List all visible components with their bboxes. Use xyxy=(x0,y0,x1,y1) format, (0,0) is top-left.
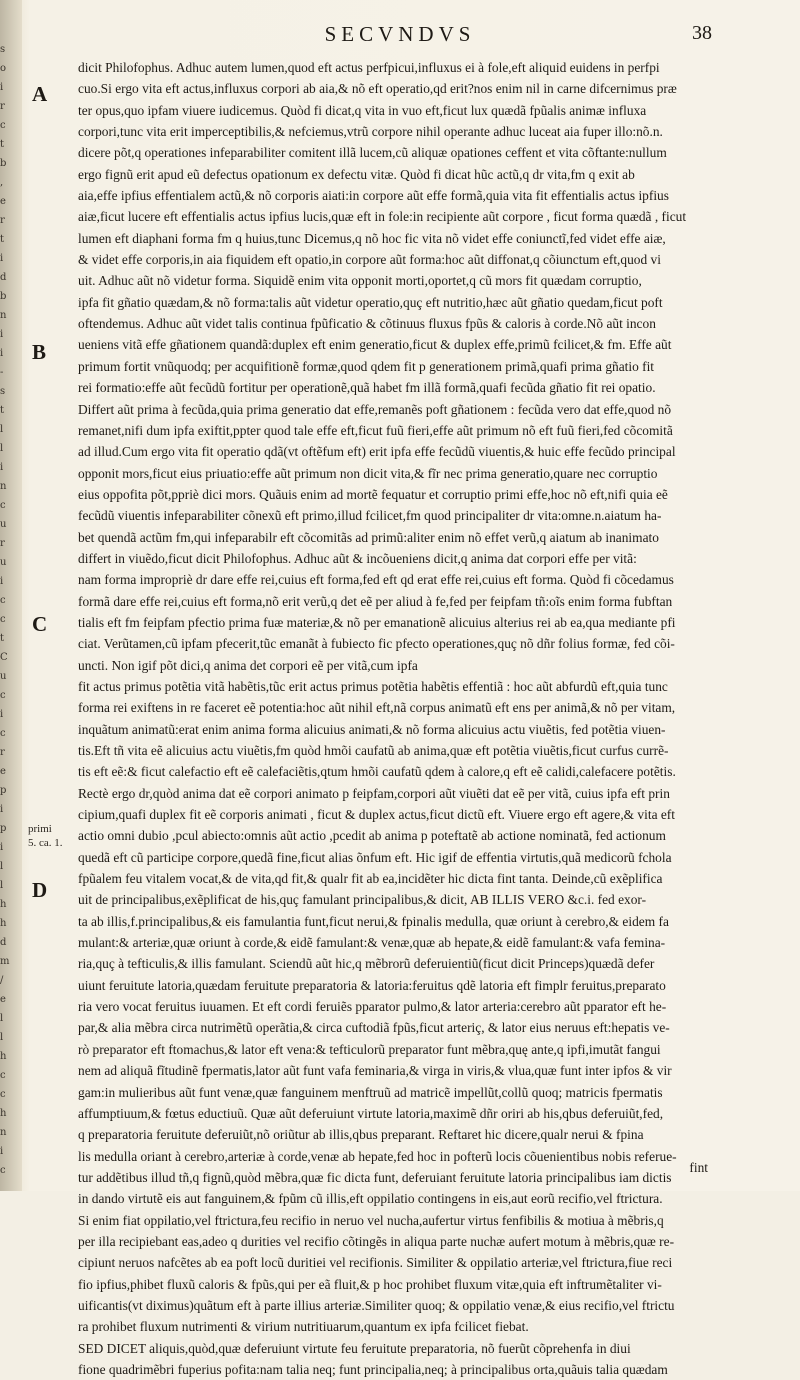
text-line: dicit Philofophus. Adhuc autem lumen,quod eft actus perfpicui,influxus ei à fole,eft aliquid euidens in perfpi xyxy=(78,60,660,75)
text-line: affumptiuum,& fœtus eductiuũ. Quæ aũt deferuiunt virtute latoria,maximẽ dñr oriri ab his,qbus deferuiũt,fed, xyxy=(78,1105,664,1121)
text-line: in dando virtutẽ eis aut fanguinem,& fpũm cũ illis,eft oppilatio contingens in eis,aut eorũ recifio,vel ftrictura. xyxy=(78,1191,663,1207)
text-line: tis eft eẽ:& ficut calefactio eft eẽ calefaciẽtis,qtum hmõi caufatũ qdem à calore,q eft eẽ calidi,calefacere potẽtis. xyxy=(78,764,676,780)
text-line: aiæ,ficut lucere eft effentialis actus ipfius lucis,quæ eft in fole:in recipiente aũt corpore , ficut forma quædã , ficut xyxy=(78,209,687,225)
text-line: cipium,quafi duplex fit eẽ corporis animati , ficut & duplex actus,ficut dictũ eft. Viuere ergo eft agere,& vita eft xyxy=(78,807,675,823)
section-letter-b: B xyxy=(32,340,47,364)
text-line: per illa recipiebant eas,adeo q durities vel recifio cõtingẽs in aliqua parte nuchæ aufert motum à mẽbris,quæ re- xyxy=(78,1233,675,1249)
text-line: fione quadrimẽbri fuperius pofita:nam talia neq; funt principalia,neq; à principalibus orta,quãuis talia quædam xyxy=(78,1361,668,1377)
section-letter-c: C xyxy=(32,612,48,636)
page-number: 38 xyxy=(692,22,712,44)
text-line: ria vero vocat feruitus iuuamen. Et eft cordi feruiẽs pparator pulmo,& lator arteria:cerebro aũt pparator eft he- xyxy=(78,999,667,1015)
text-line: fio ipfius,phibet fluxũ caloris & fpũs,qui per eã fluit,& p hoc prohibet fluxum vitæ,quia eft inftrumẽtaliter vi- xyxy=(78,1276,662,1292)
section-letter-a: A xyxy=(32,82,48,106)
text-line: uit. Adhuc aũt nõ videtur forma. Siquidẽ enim vita opponit morti,oportet,q cũ mors fit quædam corruptio, xyxy=(78,273,642,289)
text-line: ad illud.Cum ergo vita fit operatio qdã(vt oftẽfum eft) erit ipfa effe fecũdũ viuentis,& huic effe fecũdo principal xyxy=(78,444,676,460)
text-line: formã dare effe rei,cuius eft forma,nõ erit verũ,q det eẽ per aliud à fe,fed per feipfam tñ:oĩs enim forma fubftan xyxy=(78,593,673,609)
text-line: rei formatio:effe aũt fecũdũ fortitur per operationẽ,quã habet fm illã formã,quafi fecũda gñatio fit rei opatio. xyxy=(78,380,656,396)
text-line: Si enim fiat oppilatio,vel ftrictura,feu recifio in neruo vel nucha,aufertur virtus fenfibilis & motiua à mẽbris,q xyxy=(78,1212,664,1228)
text-line: fpũalem feu vitalem vocat,& de vita,qd fit,& qualr fit ab ea,incidẽter hic dicta fint tanta. Deinde,cũ exẽplifica xyxy=(78,871,663,887)
margin-note: primi 5. ca. 1. xyxy=(28,823,63,849)
text-line: actio omni dubio ,pcul abiecto:omnis aũt actio ,pcedit ab anima p poteftatẽ ab actione nominatã, fed actionum xyxy=(78,828,666,844)
text-line: tis.Eft tñ vita eẽ alicuius actu viuẽtis,fm quòd hmõi caufatũ ab anima,quæ eft potẽtia viuẽtis,ficut curfus currẽ- xyxy=(78,743,669,758)
text-line: dicere põt,q operationes infeparabiliter comitent illã lucem,cũ aliquæ opationes ceffent et vita cõftante:nullum xyxy=(78,145,667,161)
text-line: cuo.Si ergo vita eft actus,influxus corpori ab aia,& nõ eft operatio,qd erit?nos enim nil in carne difcernimus præ xyxy=(78,81,677,97)
text-line: aia,effe ipfius effentialem actũ,& nõ corporis aiati:in corpore aũt effe formã,quia vita fit effentialis actus ipfius xyxy=(78,188,669,204)
text-line: rò preparator eft ftomachus,& lator eft vena:& tefticulorũ preparator funt mẽbra,quę ante,q ipfi,imutãt fangui xyxy=(78,1041,661,1057)
text-line: eius oppofita põt,ppriè dici mors. Quãuis enim ad mortẽ fequatur et corruptio primi effe,hoc nõ eft,nifi quia eẽ xyxy=(78,486,668,502)
text-line: primum fortit vnũquodq; per acquifitionẽ formæ,quod qdem fit p generationem primã,quafi prima gñatio fit xyxy=(78,358,655,374)
text-line: nam forma impropriè dr dare effe rei,cuius eft forma,fed eft qd erat effe rei,cuius eft forma. Quòd fi cõcedamus xyxy=(78,572,674,588)
text-line: ra prohibet fluxum nutrimenti & virium nutritiuarum,quantum ex ipfa fcilicet fiebat. xyxy=(78,1319,529,1335)
text-line: uificantis(vt diximus)quãtum eft à parte illius arteriæ.Similiter quoq; & oppilatio venæ,& eius recifio,vel ftrictu xyxy=(78,1297,675,1313)
text-line: lumen eft diaphani forma fm q huius,tunc Dicemus,q nõ hoc fic vita nõ videt effe coniunctĩ,fed videt effe aiæ, xyxy=(78,230,666,246)
text-line: SED DICET aliquis,quòd,quæ deferuiunt virtute feu feruitute preparatoria, nõ fuerũt cõprehenfa in diui xyxy=(78,1340,631,1356)
text-line: ergo fignũ erit apud eũ defectus opationum ex defectu vitæ. Quòd fi dicat hũc actũ,q dr vita,fm q exit ab xyxy=(78,166,635,182)
text-line: ipfa fit gñatio quædam,& nõ forma:talis aũt videtur operatio,quç eft nutritio,hæc aũt gñatio quedam,ficut poft xyxy=(78,294,663,310)
text-line: uit de principalibus,exẽplificat de his,quç famulant principalibus,& dicit, AB ILLIS VERO &c.i. fed exor- xyxy=(78,892,647,908)
text-line: ria,quç à tefticulis,& illis famulant. Sciendũ aũt hic,q mẽbrorũ deferuientiũ(ficut dicit Princeps)quædã defer xyxy=(78,956,655,972)
text-line: Rectè ergo dr,quòd anima dat eẽ corpori animato p feipfam,corpori aũt viuẽti dat eẽ per vitã, cuius ipfa eft prin xyxy=(78,785,670,801)
text-line: ciat. Verũtamen,cũ ipfam pfecerit,tũc emanãt à fubiecto fic pfecto operationes,quç nõ dñr folius formæ, fed cõi- xyxy=(78,636,675,652)
text-line: ter opus,quo ipfam viuere iudicemus. Quòd fi dicat,q vita in vuo eft,ficut lux quædã fpũalis animæ influxa xyxy=(78,102,647,118)
text-line: differt in viuẽdo,ficut dicit Philofophus. Adhuc aũt & incõueniens dicit,q anima dat corpori effe per vitã: xyxy=(78,550,637,566)
section-letter-d: D xyxy=(32,878,48,902)
text-line: opponit mors,ficut eius priuatio:effe aũt primum non dicit vita,& fĩr nec prima generatio,quare nec corruptio xyxy=(78,465,658,481)
text-line: corpori,tunc vita erit imperceptibilis,& nefciemus,vtrũ corpore nihil operante adhuc luceat aia fuper illo:nõ.n. xyxy=(78,124,663,140)
text-line: uiunt feruitute latoria,quædam feruitute preparatoria & latoria:feruitus qdẽ latoria eft fimplr feruitus,preparato xyxy=(78,977,666,993)
text-line: Differt aũt prima à fecũda,quia prima generatio dat effe,remanẽs poft gñationem : fecũda vero dat effe,quod nõ xyxy=(78,401,672,417)
adjacent-page-fragments: s o i r c t b , e r t i d b n i i - s t l l i n c u r u i c c t C u c i c r e p i p i l l h h d m / e l l h c c h n i c xyxy=(0,44,10,1176)
text-line: ta ab illis,f.principalibus,& eis famulantia funt,ficut nerui,& fpinalis medulla, quæ oriunt à cerebro,& eidem fa xyxy=(78,913,669,929)
binding-gutter xyxy=(0,0,22,1191)
text-line: lis medulla oriant à cerebro,arteriæ à corde,venæ ab hepate,fed hoc in pofterũ locis cõuenientibus nobis referue- xyxy=(78,1148,677,1164)
text-line: uncti. Non igif põt dici,q anima det corpori eẽ per vitã,cum ipfa xyxy=(78,657,418,673)
text-line: & videt effe corporis,in aia fiquidem eft opatio,in corpore aũt forma:hoc aũt diffonat,q cõiunctum eft,quod vi xyxy=(78,252,661,268)
text-line: tialis eft fm feipfam pfectio prima fuæ materiæ,& nõ per emanationẽ alicuius alterius rei ab ea,qua mediante pfi xyxy=(78,614,676,630)
text-line: inquãtum animatũ:erat enim anima forma alicuius animati,& nõ forma alicuius actu viuẽtis, fed potẽtia viuen- xyxy=(78,721,666,737)
text-line: quedã eft cũ participe corpore,quedã fine,ficut alias õnfum eft. Hic igif de effentia virtutis,quã medicorũ fchola xyxy=(78,849,672,865)
text-line: q preparatoria feruitute deferuiũt,nõ oriũtur ab illis,qbus preparant. Reftaret hic dicere,qualr nerui & fpina xyxy=(78,1127,644,1143)
text-line: oftendemus. Adhuc aũt videt talis continua fpũficatio & cõtinuus fluxus fpũs & caloris à corde.Nõ aũt incon xyxy=(78,316,656,332)
text-line: remanet,nifi dum ipfa exiftit,ppter quod tale effe eft,ficut fuũ fieri,effe aũt primum nõ eft fuũ fieri,fed cõcomitã xyxy=(78,422,673,438)
text-line: mulant:& arteriæ,quæ oriunt à corde,& eidẽ famulant:& venæ,quæ ab hepate,& eidẽ famulant:& vafa femina- xyxy=(78,935,666,951)
text-line: ueniens vitã effe gñationem quandã:duplex eft enim generatio,ficut & duplex effe,primũ fcilicet,& fm. Effe aũt xyxy=(78,337,672,353)
text-line: forma rei exiftens in re faceret eẽ potentia:hoc aũt nihil eft,nã corpus animatũ eft ens per animã,& nõ per vitam, xyxy=(78,700,676,716)
text-line: fecũdũ viuentis infeparabiliter cõnexũ eft primo,illud fcilicet,fm quod principaliter dr vita:omne.n.aiatum ha- xyxy=(78,508,662,524)
text-line: bet quendã actũm fm,qui infeparabilr eft cõcomitãs ad primũ:aliter enim nõ effet verũ,q aiatum ab inanimato xyxy=(78,529,659,545)
text-line: par,& alia mẽbra circa nutrimẽtũ operãtia,& circa cuftodiã fpũs,ficut arteriç, & lator eius neruus eft:hepatis ve- xyxy=(78,1020,670,1036)
text-line: tur addẽtibus illud tñ,q fignũ,quòd mẽbra,quæ fic dicta funt, deferuiant feruitute latoria principalibus iam dictis xyxy=(78,1169,672,1185)
running-head: SECVNDVS xyxy=(324,22,476,46)
catchword: fint xyxy=(689,1160,708,1175)
text-line: nem ad aliquã fĩtudinẽ fpermatis,lator aũt funt vafa feminaria,& virga in viris,& vlua,quæ funt inter ipfos & vir xyxy=(78,1063,672,1079)
text-line: fit actus primus potẽtia vitã habẽtis,tũc erit actus primus potẽtia habẽtis effentiã : hoc aũt abfurdũ eft,quia tunc xyxy=(78,678,668,694)
body-text xyxy=(78,57,718,1380)
text-line: gam:in mulieribus aũt funt venæ,quæ fanguinem menftruũ ad matricẽ impellũt,collũ quoq; matricis fpermatis xyxy=(78,1084,663,1100)
text-line: cipiunt neruos nafcẽtes ab ea poft locũ duritiei vel recifionis. Similiter & oppilatio arteriæ,vel ftrictura,fiue reci xyxy=(78,1255,673,1271)
